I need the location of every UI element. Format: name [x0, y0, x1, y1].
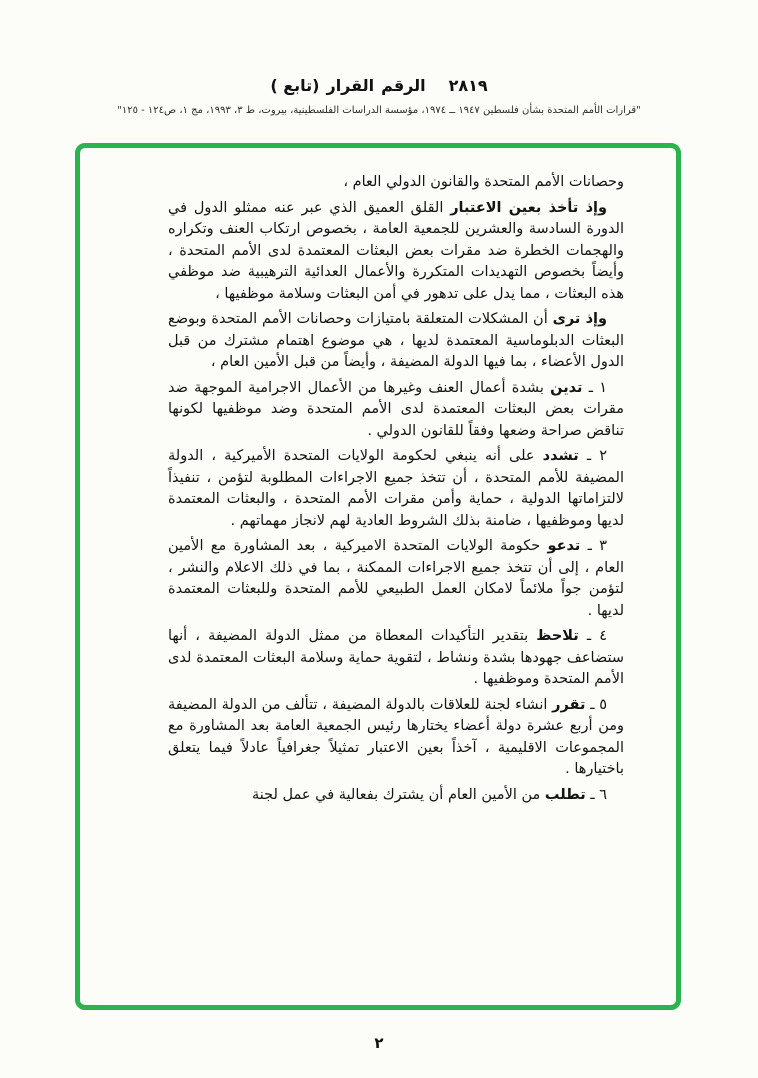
- paragraph-lead: تشدد: [542, 448, 579, 464]
- title-part: الرقم: [381, 76, 426, 95]
- operative-item-2: [168, 446, 624, 532]
- paragraph-text: القلق العميق الذي عبر عنه ممثلو الدول في الدورة السادسة والعشرين للجمعية العامة ، بخصوص ارتكاب العنف وتكراره والهجمات الخطرة ضد مقرات بعض البعثات المعتمدة لدى الأمم المتحدة ، وأيضاً بخصوص التهديدات المتكررة والأعمال العدائية الترهيبية ضد موظفي هذه البعثات ، مما يدل على تدهور في أمن البعثات وسلامة موظفيها ،: [168, 199, 624, 302]
- resolution-title: [0, 76, 758, 95]
- operative-item-3: [168, 536, 624, 622]
- paragraph-continuation: [168, 172, 624, 194]
- paragraph-text: على أنه ينبغي لحكومة الولايات المتحدة الأميركية ، الدولة المضيفة للأمم المتحدة ، أن تتخذ جميع الاجراءات المطلوبة لتؤمن ، تنفيذاً لالتزاماتها الدولية ، حماية وأمن مقرات الأمم المتحدة ، والبعثات المعتمدة لديها وموظفيها ، ضامنة بذلك الشروط العادية لهم لانجاز مهماتهم .: [168, 448, 624, 529]
- paragraph-text: أن المشكلات المتعلقة بامتيازات وحصانات الأمم المتحدة وبوضع البعثات الدبلوماسية المعتمدة لديها ، هي موضوع اهتمام مشترك من قبل الدول الأعضاء ، بما فيها الدولة المضيفة ، وأيضاً من قبل الأمين العام ،: [168, 311, 624, 370]
- page-header: [0, 76, 758, 116]
- paragraph-lead: تدعو: [547, 538, 581, 554]
- page-number: ٢: [374, 1034, 384, 1052]
- paragraph-text: انشاء لجنة للعلاقات بالدولة المضيفة ، تتألف من الدولة المضيفة ومن أربع عشرة دولة أعضاء يختارها رئيس الجمعية العامة بعد المشاورة مع المجموعات الاقليمية ، آخذاً بعين الاعتبار تمثيلاً جغرافياً عادلاً فيما يتعلق باختيارها .: [168, 696, 624, 777]
- paragraph-lead: وإذ تأخذ بعين الاعتبار: [450, 199, 607, 216]
- item-number: ٢ ـ: [586, 448, 607, 464]
- item-number: ١ ـ: [588, 379, 608, 396]
- paragraph-lead: وإذ ترى: [552, 311, 608, 327]
- paragraph-lead: تطلب: [544, 786, 586, 803]
- paragraph-text: من الأمين العام أن يشترك بفعالية في عمل لجنة: [252, 786, 541, 803]
- paragraph-text: حكومة الولايات المتحدة الاميركية ، بعد المشاورة مع الأمين العام ، إلى أن تتخذ جميع الاجراءات الممكنة ، بما في ذلك الاعلام والنشر ، لتؤمن جواً ملائماً لامكان العمل الطبيعي للأمم المتحدة وللبعثات المعتمدة لديها .: [168, 538, 624, 619]
- paragraph-lead: تلاحظ: [536, 628, 579, 644]
- title-part-continued: ( تابع): [270, 76, 320, 95]
- operative-item-5: [168, 695, 624, 781]
- operative-item-4: [168, 626, 624, 691]
- item-number: ٦ ـ: [590, 786, 607, 803]
- paragraph-lead: تقرر: [552, 696, 586, 713]
- paragraph-preamble: [168, 198, 624, 306]
- resolution-number: ٢٨١٩: [448, 76, 488, 95]
- title-part: القرار: [326, 76, 375, 95]
- item-number: ٣ ـ: [587, 538, 608, 554]
- paragraph-lead: تدين: [550, 379, 583, 396]
- operative-item-6: [168, 785, 624, 807]
- paragraph-preamble: [168, 309, 624, 374]
- item-number: ٤ ـ: [586, 628, 608, 644]
- paragraph-text: بشدة أعمال العنف وغيرها من الأعمال الاجرامية الموجهة ضد مقرات بعض البعثات المعتمدة لدى الأمم المتحدة وضد موظفيها لكونها تناقض صراحة وضعها وفقاً للقانون الدولي .: [168, 379, 624, 439]
- resolution-body: [168, 172, 624, 810]
- paragraph-text: بتقدير التأكيدات المعطاة من ممثل الدولة المضيفة ، أنها ستضاعف جهودها بشدة ونشاط ، لتقوية حماية وسلامة البعثات المعتمدة لدى الأمم المتحدة وموظفيها .: [168, 628, 624, 687]
- item-number: ٥ ـ: [590, 696, 608, 713]
- green-border-frame: [75, 143, 681, 1010]
- paragraph-text: وحصانات الأمم المتحدة والقانون الدولي العام ،: [343, 174, 624, 190]
- operative-item-1: [168, 378, 624, 443]
- source-citation: "قرارات الأمم المتحدة بشأن فلسطين ١٩٤٧ ــ ١٩٧٤، مؤسسة الدراسات الفلسطينية، بيروت، ط ٣، ١٩٩٣، مج ١، ص١٢٤ - ١٢٥": [117, 105, 641, 116]
